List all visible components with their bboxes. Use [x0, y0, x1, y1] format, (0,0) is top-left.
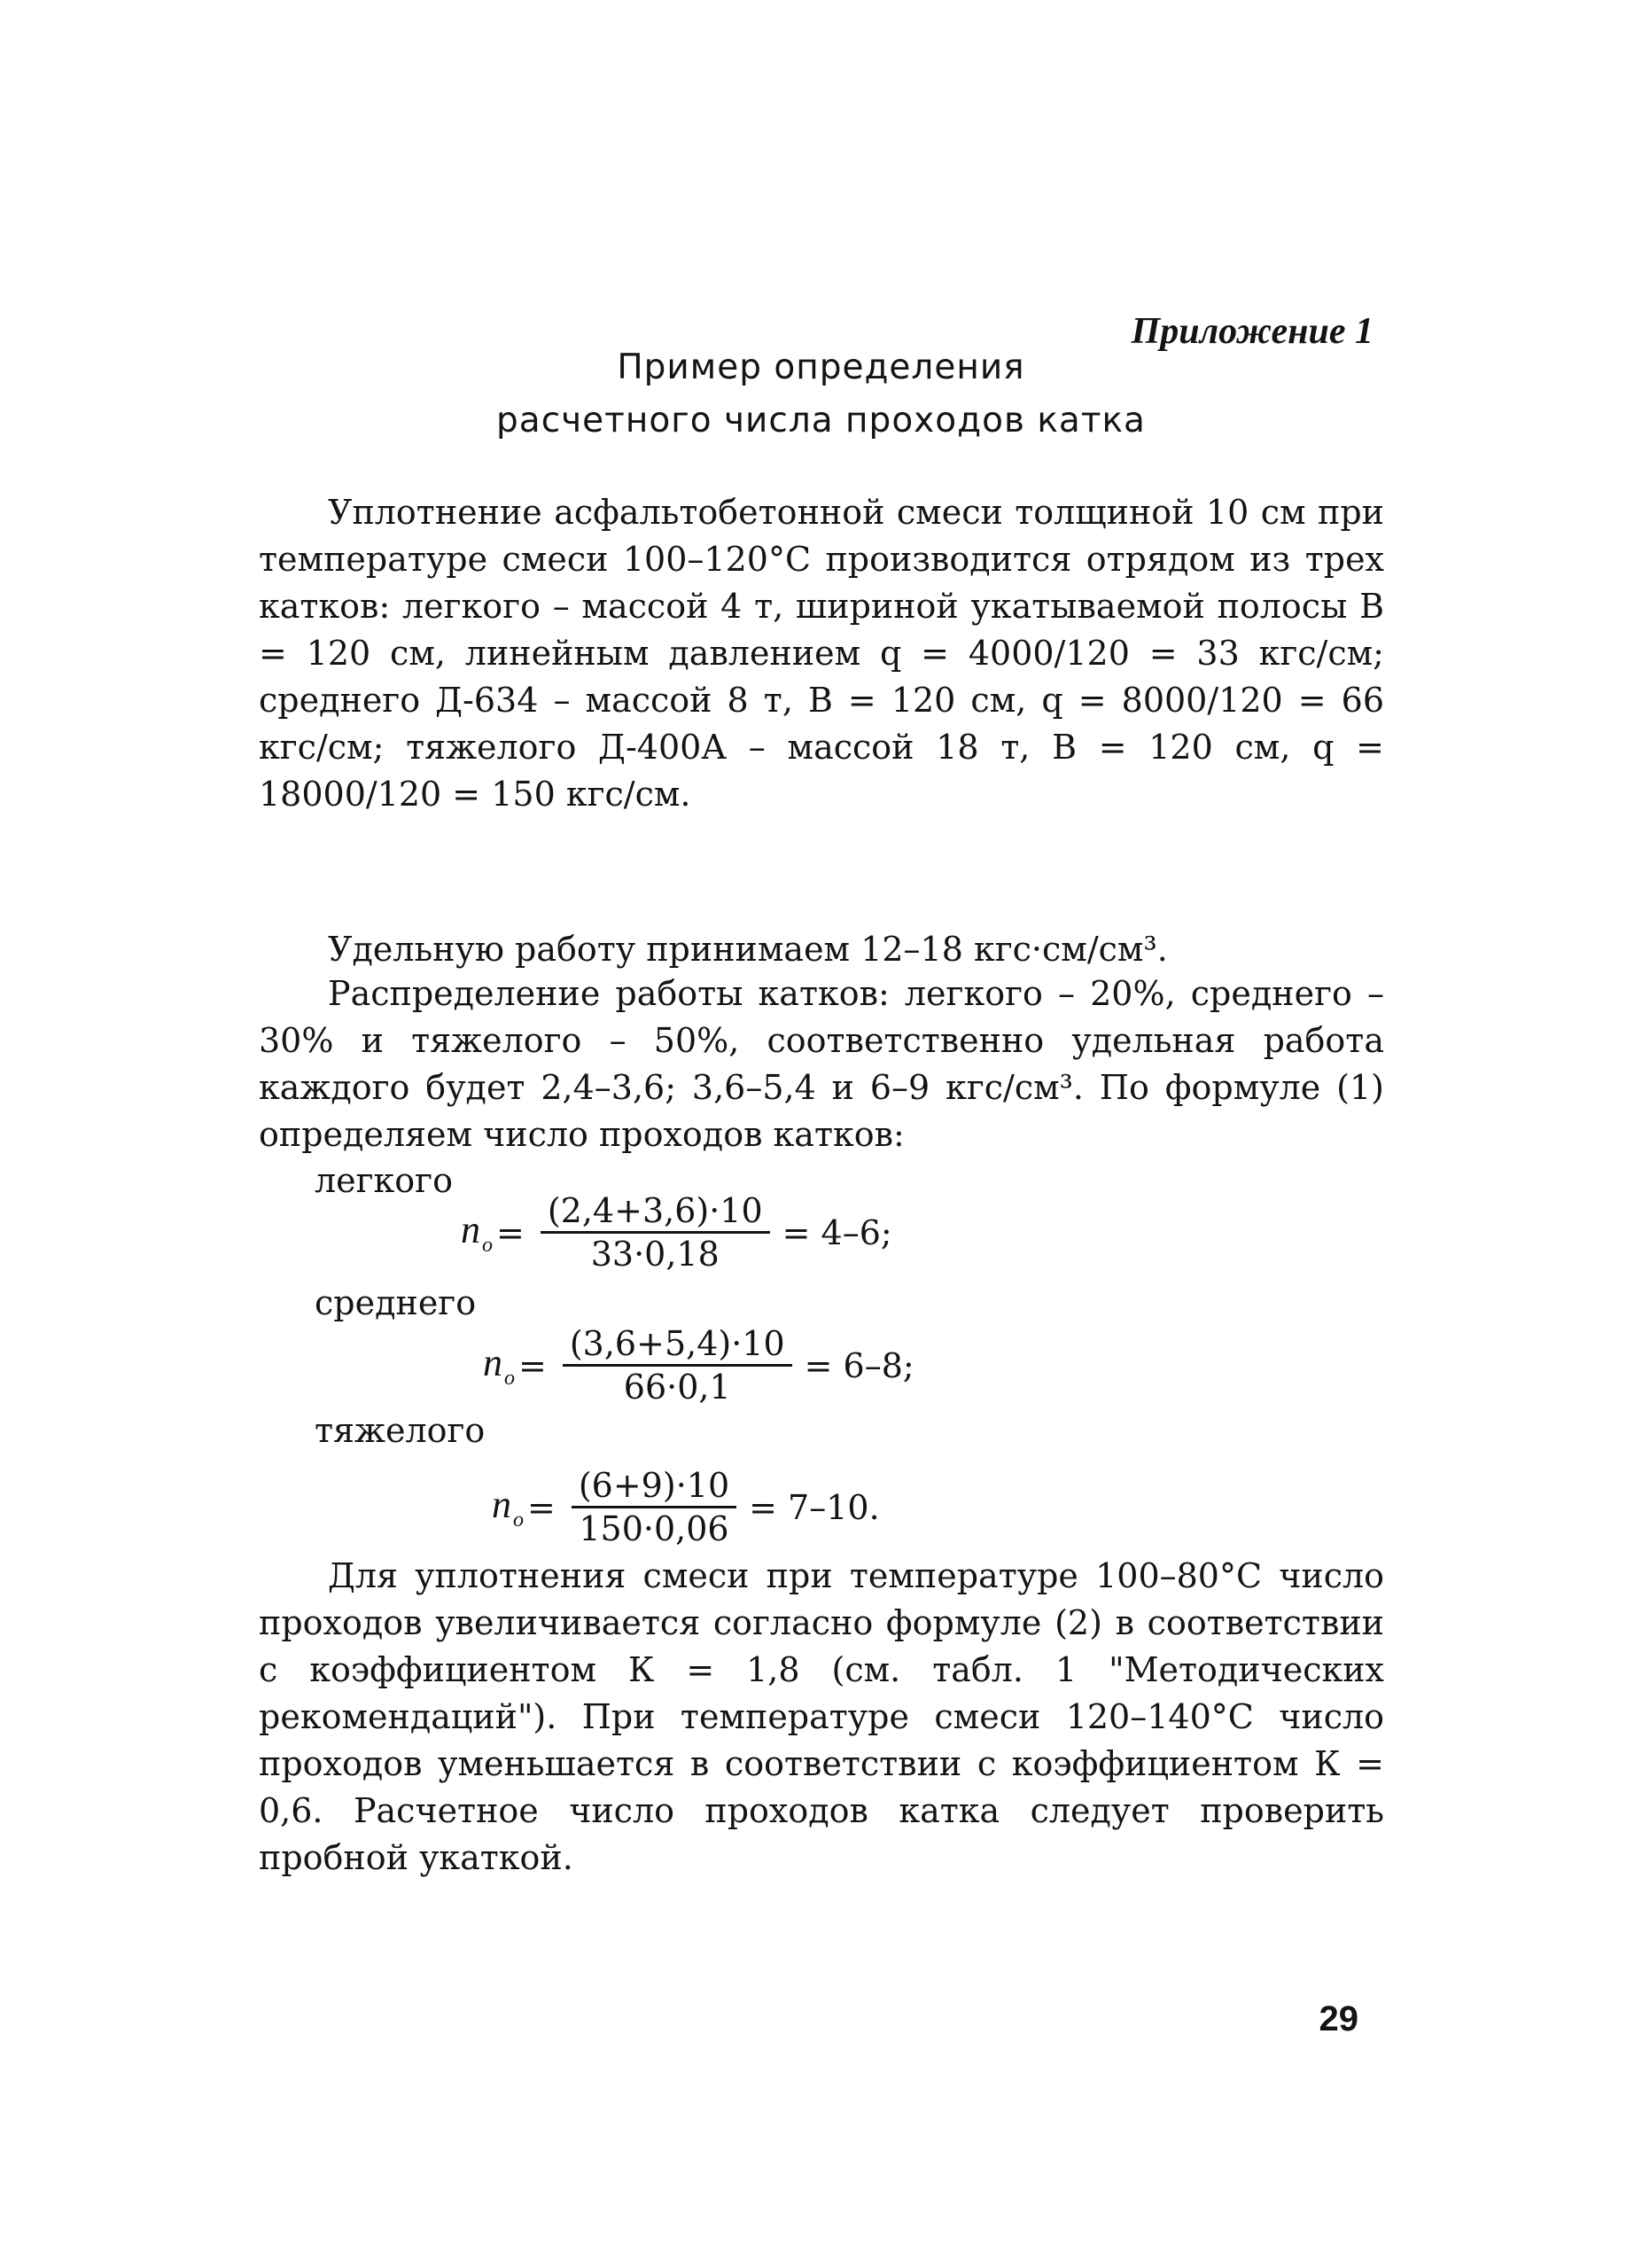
formula-fraction: [572, 1467, 736, 1547]
formula-numerator: (6+9)·10: [572, 1467, 736, 1508]
formula-label-heavy: тяжелого: [315, 1411, 486, 1450]
page-title-line-1: Пример определения: [617, 347, 1025, 387]
paragraph-temperature-coefficients: Для уплотнения смеси при температуре 100–80°С число проходов увеличивается согласно формуле (2) в соответствии с коэффициентом К = 1,8 (см. табл. 1 "Методических рекомендаций"). При температуре смеси 120–140°С число проходов уменьшается в соответствии с коэффициентом К = 0,6. Расчетное число проходов катка следует проверить пробной укаткой.: [259, 1556, 1384, 1877]
page-title-line-2: расчетного числа проходов катка: [496, 401, 1146, 440]
formula-numerator: (3,6+5,4)·10: [563, 1325, 792, 1367]
formula-fraction: [563, 1325, 792, 1406]
formula-label-light: легкого: [315, 1161, 453, 1200]
paragraph-work-distribution: Распределение работы катков: легкого – 20%, среднего – 30% и тяжелого – 50%, соответственно удельная работа каждого будет 2,4–3,6; 3,6–5,4 и 6–9 кгс/см³. По формуле (1) определяем число проходов катков:: [259, 974, 1384, 1154]
paragraph-specific-work: Удельную работу принимаем 12–18 кгс·см/см³.: [328, 930, 1168, 969]
appendix-label: Приложение 1: [1131, 311, 1374, 352]
formula-var: $n_о$: [483, 1341, 515, 1390]
formula-var: $n_о$: [461, 1208, 493, 1257]
formula-result: = 6–8;: [804, 1345, 914, 1385]
formula-medium: $n_о$ = $\frac{(3,6+5,4)\cdot 10}{66\cdot 0,1}$ = 6–8;: [483, 1324, 914, 1407]
paragraph-compaction-setup: Уплотнение асфальтобетонной смеси толщиной 10 см при температуре смеси 100–120°С производится отрядом из трех катков: легкого – массой 4 т, шириной укатываемой полосы В = 120 см, линейным давлением q = 4000/120 = 33 кгс/см; среднего Д-634 – массой 8 т, В = 120 см, q = 8000/120 = 66 кгс/см; тяжелого Д-400А – массой 18 т, В = 120 см, q = 18000/120 = 150 кгс/см.: [259, 493, 1384, 814]
formula-numerator: (2,4+3,6)·10: [541, 1192, 770, 1234]
formula-label-medium: среднего: [315, 1283, 477, 1322]
formula-result: = 4–6;: [782, 1212, 892, 1252]
formula-var: $n_о$: [492, 1483, 524, 1531]
formula-denominator: 66·0,1: [623, 1368, 731, 1407]
page-number: 29: [1319, 1999, 1358, 2038]
formula-denominator: 150·0,06: [579, 1509, 729, 1548]
formula-heavy: $n_о$ = $\frac{(6+9)\cdot 10}{150\cdot 0,06}$ = 7–10.: [492, 1466, 880, 1548]
formula-light: $n_о$ = $\frac{(2,4+3,6)\cdot 10}{33\cdot 0,18}$ = 4–6;: [461, 1191, 892, 1274]
formula-denominator: 33·0,18: [590, 1235, 720, 1274]
formula-result: = 7–10.: [749, 1487, 880, 1527]
formula-fraction: [541, 1192, 770, 1273]
